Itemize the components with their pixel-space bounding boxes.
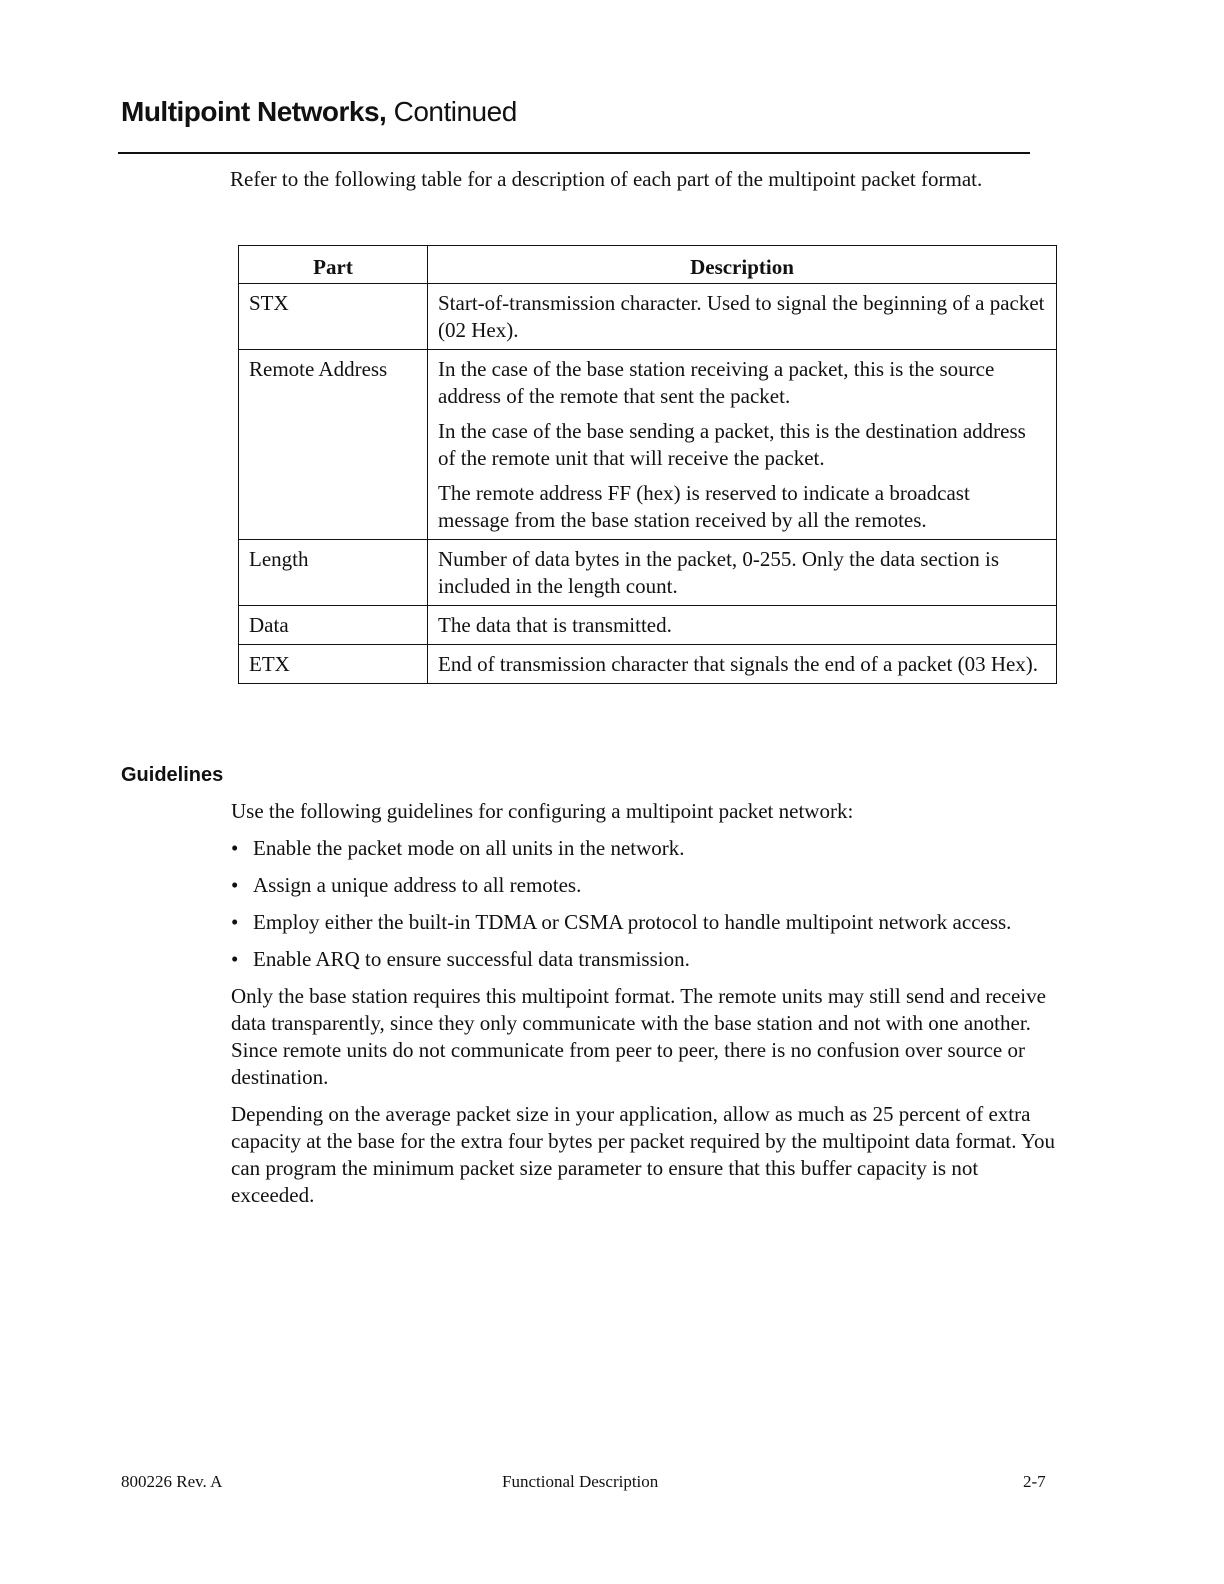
part-cell: Remote Address <box>239 350 428 540</box>
list-item-text: Assign a unique address to all remotes. <box>253 873 582 897</box>
body-paragraph: Only the base station requires this multipoint format. The remote units may still send and receive data transparently, since they only communicate with the base station and not with one another. Since remote units do not communicate from peer to peer, there is no confusion over source or destination. <box>231 984 1046 1089</box>
guidelines-section <box>231 798 1061 1219</box>
description-text: Number of data bytes in the packet, 0-255. Only the data section is included in the length count. <box>438 547 1000 598</box>
page-title-continued: Continued <box>386 96 517 127</box>
description-cell <box>428 606 1057 645</box>
list-item-text: Enable ARQ to ensure successful data transmission. <box>253 947 690 971</box>
column-header-description: Description <box>428 246 1057 284</box>
guidelines-intro: Use the following guidelines for configuring a multipoint packet network: <box>231 799 854 823</box>
description-cell <box>428 645 1057 684</box>
description-text: In the case of the base sending a packet, this is the destination address of the remote unit that will receive the packet. <box>438 419 1026 470</box>
list-item-text: Enable the packet mode on all units in the network. <box>253 836 685 860</box>
part-cell: Length <box>239 540 428 606</box>
table-row <box>239 606 1057 645</box>
footer-section-title: Functional Description <box>502 1472 659 1491</box>
list-item <box>231 835 1061 862</box>
part-cell: STX <box>239 284 428 350</box>
bullet-icon: • <box>231 873 239 897</box>
part-cell: Data <box>239 606 428 645</box>
part-cell: ETX <box>239 645 428 684</box>
list-item <box>231 909 1061 936</box>
description-text: In the case of the base station receiving a packet, this is the source address of the remote that sent the packet. <box>438 357 995 408</box>
footer-doc-number: 800226 Rev. A <box>121 1472 223 1491</box>
description-cell <box>428 350 1057 540</box>
table-row <box>239 350 1057 540</box>
guidelines-label: Guidelines <box>121 764 224 786</box>
bullet-icon: • <box>231 947 239 971</box>
heading-rule <box>118 152 1030 154</box>
table-row <box>239 645 1057 684</box>
description-cell <box>428 284 1057 350</box>
column-header-part: Part <box>239 246 428 284</box>
list-item <box>231 872 1061 899</box>
table-row <box>239 540 1057 606</box>
bullet-icon: • <box>231 910 239 934</box>
page-title <box>121 96 517 128</box>
description-text: The remote address FF (hex) is reserved to indicate a broadcast message from the base station received by all the remotes. <box>438 481 970 532</box>
body-paragraph: Depending on the average packet size in your application, allow as much as 25 percent of extra capacity at the base for the extra four bytes per packet required by the multipoint data format. You can program the minimum packet size parameter to ensure that this buffer capacity is not exceeded. <box>231 1102 1055 1207</box>
intro-paragraph: Refer to the following table for a description of each part of the multipoint packet format. <box>230 167 983 191</box>
packet-format-table <box>238 245 1057 684</box>
description-cell <box>428 540 1057 606</box>
description-text: End of transmission character that signals the end of a packet (03 Hex). <box>438 652 1039 676</box>
description-text: The data that is transmitted. <box>438 613 672 637</box>
table-header-row <box>239 246 1057 284</box>
page-title-main: Multipoint Networks, <box>121 96 387 127</box>
footer-page-number: 2-7 <box>1023 1472 1046 1491</box>
guidelines-list <box>231 835 1061 973</box>
table-row <box>239 284 1057 350</box>
list-item-text: Employ either the built-in TDMA or CSMA protocol to handle multipoint network access. <box>253 910 1012 934</box>
description-text: Start-of-transmission character. Used to signal the beginning of a packet (02 Hex). <box>438 291 1045 342</box>
bullet-icon: • <box>231 836 239 860</box>
list-item <box>231 946 1061 973</box>
